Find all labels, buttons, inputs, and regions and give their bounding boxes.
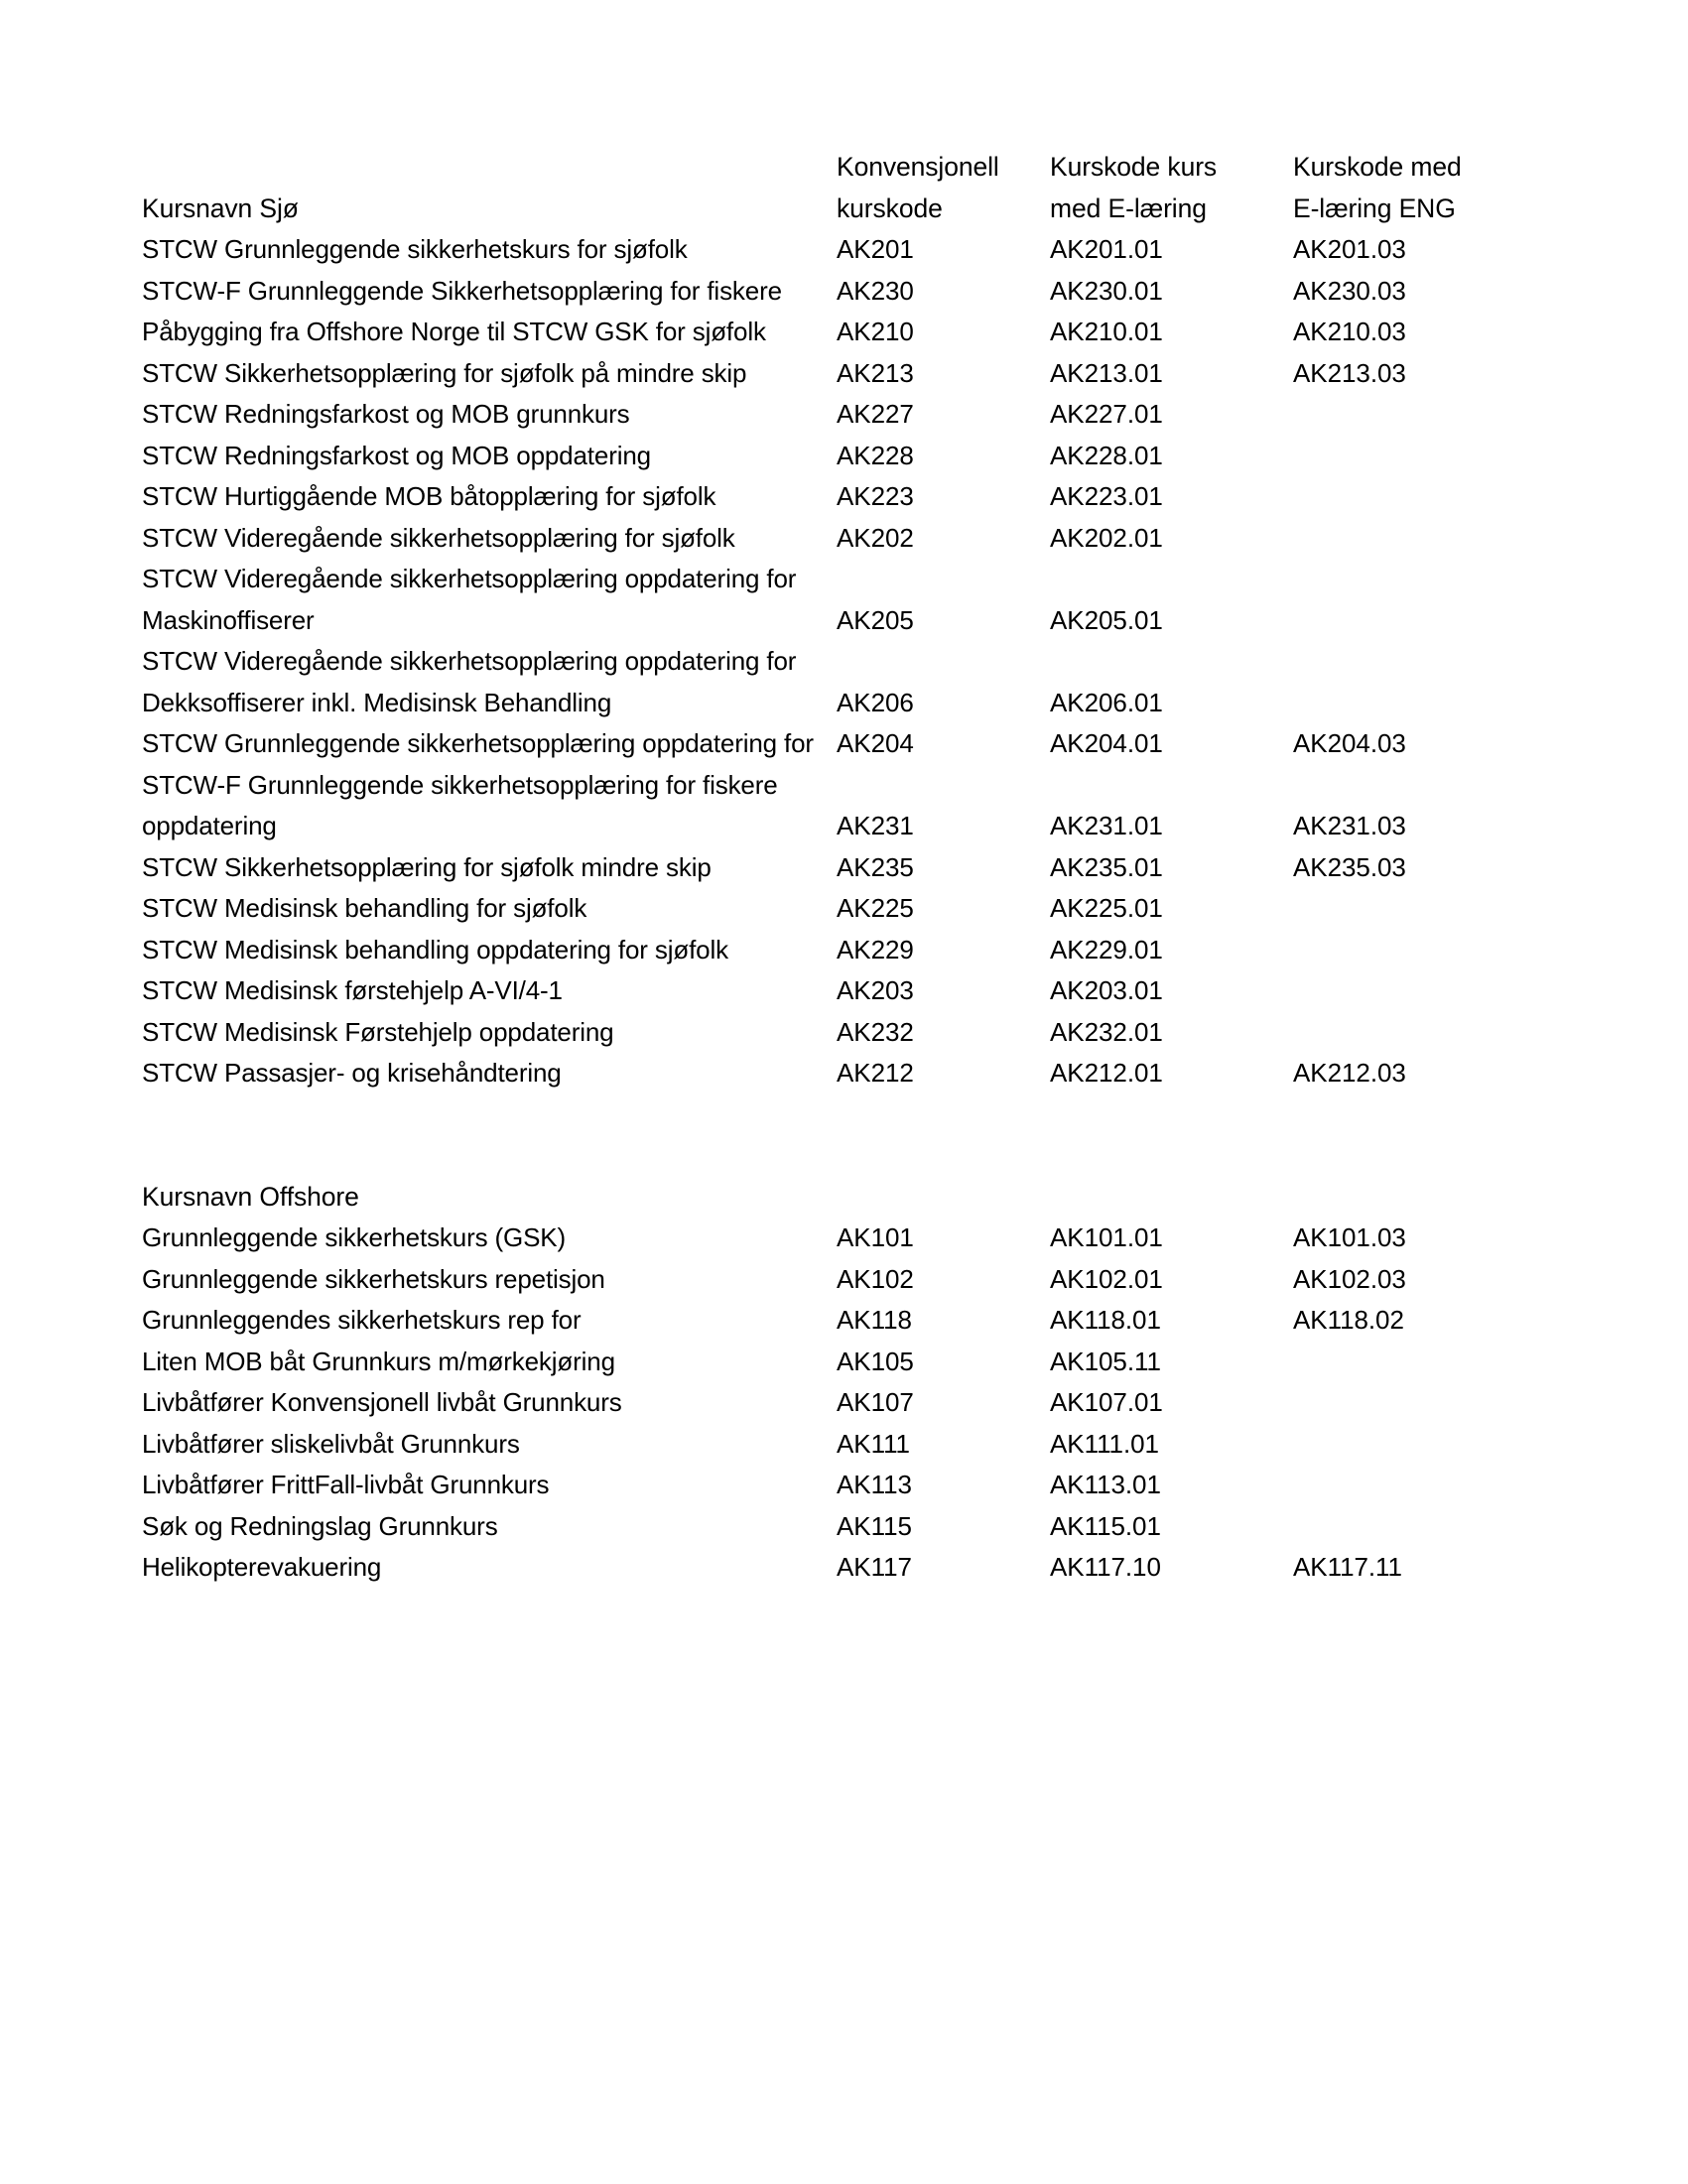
course-code-eng-cell bbox=[1293, 312, 1561, 353]
course-name-cell: STCW Videregående sikkerhetsopplæring for sjøfolk bbox=[142, 522, 735, 553]
course-code-eng-cell bbox=[1293, 394, 1561, 436]
course-code-elaering-cell bbox=[1050, 559, 1293, 641]
header-spacer bbox=[142, 147, 837, 189]
code-vertical-offset bbox=[1293, 765, 1561, 807]
course-code-value: AK213.03 bbox=[1293, 357, 1406, 388]
course-name-cell: Helikopterevakuering bbox=[142, 1552, 382, 1582]
course-code-value: AK201.03 bbox=[1293, 234, 1406, 264]
section-heading-empty bbox=[1293, 1177, 1561, 1219]
spacer-cell bbox=[837, 1094, 1050, 1136]
course-code-eng-cell bbox=[1293, 559, 1561, 641]
course-code-konvensjonell-cell bbox=[837, 1218, 1050, 1259]
course-code-value: AK206.01 bbox=[1050, 687, 1163, 717]
course-code-value: AK204.01 bbox=[1050, 728, 1163, 758]
course-code-value: AK235 bbox=[837, 851, 914, 882]
course-code-value: AK202.01 bbox=[1050, 522, 1163, 553]
table-row bbox=[142, 1506, 1561, 1548]
course-name-cell: STCW Videregående sikkerhetsopplæring oppdatering for Maskinoffiserer bbox=[142, 564, 797, 635]
column-header-konvensjonell-line2: kurskode bbox=[837, 193, 943, 223]
course-code-value: AK205.01 bbox=[1050, 604, 1163, 635]
course-code-value: AK231.03 bbox=[1293, 811, 1406, 840]
course-code-elaering-cell bbox=[1050, 1259, 1293, 1301]
spacer-cell bbox=[837, 1135, 1050, 1177]
table-row bbox=[142, 930, 1561, 971]
course-code-elaering-cell bbox=[1050, 641, 1293, 723]
course-code-eng-cell bbox=[1293, 229, 1561, 271]
spacer-cell bbox=[1293, 1135, 1561, 1177]
course-code-elaering-cell bbox=[1050, 518, 1293, 560]
course-code-elaering-cell bbox=[1050, 930, 1293, 971]
course-code-eng-cell bbox=[1293, 888, 1561, 930]
table-row bbox=[142, 559, 1561, 641]
course-code-elaering-cell bbox=[1050, 1012, 1293, 1054]
course-code-value: AK230 bbox=[837, 275, 914, 306]
table-row bbox=[142, 271, 1561, 313]
course-code-eng-cell bbox=[1293, 1424, 1561, 1466]
course-code-konvensjonell-cell bbox=[837, 641, 1050, 723]
course-code-konvensjonell-cell bbox=[837, 1547, 1050, 1589]
table-row bbox=[142, 476, 1561, 518]
course-code-value: AK235.01 bbox=[1050, 851, 1163, 882]
course-code-konvensjonell-cell bbox=[837, 1300, 1050, 1342]
section-offshore-heading bbox=[142, 1177, 1561, 1219]
table-row bbox=[142, 1012, 1561, 1054]
course-code-elaering-cell bbox=[1050, 394, 1293, 436]
course-code-value: AK230.01 bbox=[1050, 275, 1163, 306]
column-header-kurskode-elaering bbox=[1050, 147, 1293, 229]
course-code-konvensjonell-cell bbox=[837, 888, 1050, 930]
course-code-konvensjonell-cell bbox=[837, 1506, 1050, 1548]
column-header-konvensjonell-kurskode bbox=[837, 147, 1050, 229]
course-code-value: AK227 bbox=[837, 399, 914, 429]
code-vertical-offset bbox=[1050, 559, 1293, 600]
course-code-konvensjonell-cell bbox=[837, 723, 1050, 765]
table-row bbox=[142, 1053, 1561, 1094]
course-name-cell: Grunnleggendes sikkerhetskurs rep for bbox=[142, 1305, 582, 1335]
course-code-value: AK107.01 bbox=[1050, 1387, 1163, 1417]
course-code-value: AK101 bbox=[837, 1222, 914, 1252]
code-vertical-offset bbox=[1050, 765, 1293, 807]
course-code-konvensjonell-cell bbox=[837, 1259, 1050, 1301]
section-offshore-rows bbox=[142, 1218, 1561, 1589]
course-code-elaering-cell bbox=[1050, 436, 1293, 477]
course-code-value: AK117 bbox=[837, 1552, 912, 1582]
course-code-konvensjonell-cell bbox=[837, 1053, 1050, 1094]
course-code-value: AK203 bbox=[837, 975, 914, 1005]
course-code-value: AK210.03 bbox=[1293, 317, 1406, 346]
course-code-konvensjonell-cell bbox=[837, 271, 1050, 313]
course-code-value: AK115.01 bbox=[1050, 1510, 1161, 1541]
course-code-value: AK118.02 bbox=[1293, 1305, 1404, 1335]
course-name-cell: STCW Passasjer- og krisehåndtering bbox=[142, 1058, 562, 1088]
code-vertical-offset bbox=[837, 641, 1050, 683]
course-code-elaering-cell bbox=[1050, 1300, 1293, 1342]
course-code-elaering-cell bbox=[1050, 312, 1293, 353]
column-header-kurskode-elaering-eng bbox=[1293, 147, 1561, 229]
course-code-eng-cell bbox=[1293, 1259, 1561, 1301]
course-code-value: AK232 bbox=[837, 1016, 914, 1047]
course-code-konvensjonell-cell bbox=[837, 1382, 1050, 1424]
table-row bbox=[142, 1218, 1561, 1259]
course-code-value: AK204.03 bbox=[1293, 728, 1406, 758]
course-code-elaering-cell bbox=[1050, 1218, 1293, 1259]
course-code-value: AK227.01 bbox=[1050, 399, 1163, 429]
course-code-konvensjonell-cell bbox=[837, 518, 1050, 560]
course-code-value: AK228.01 bbox=[1050, 440, 1163, 470]
spacer-cell bbox=[1050, 1094, 1293, 1136]
table-row bbox=[142, 1300, 1561, 1342]
course-code-eng-cell bbox=[1293, 436, 1561, 477]
code-vertical-offset bbox=[837, 765, 1050, 807]
column-header-course-name-label: Kursnavn Sjø bbox=[142, 193, 299, 223]
course-name-cell: STCW Hurtiggående MOB båtopplæring for sjøfolk bbox=[142, 481, 716, 511]
course-code-value: AK117.10 bbox=[1050, 1552, 1161, 1582]
course-code-value: AK229 bbox=[837, 934, 914, 964]
course-code-value: AK113.01 bbox=[1050, 1470, 1161, 1499]
course-name-cell: STCW-F Grunnleggende sikkerhetsopplæring for fiskere oppdatering bbox=[142, 769, 778, 840]
table-row bbox=[142, 312, 1561, 353]
course-code-value: AK235.03 bbox=[1293, 851, 1406, 882]
spacer-cell bbox=[1050, 1135, 1293, 1177]
code-vertical-offset bbox=[1050, 641, 1293, 683]
course-code-value: AK213.01 bbox=[1050, 357, 1163, 388]
course-code-konvensjonell-cell bbox=[837, 312, 1050, 353]
table-row bbox=[142, 1465, 1561, 1506]
course-code-konvensjonell-cell bbox=[837, 765, 1050, 847]
spacer-cell bbox=[142, 1094, 837, 1136]
course-code-konvensjonell-cell bbox=[837, 930, 1050, 971]
course-code-eng-cell bbox=[1293, 723, 1561, 765]
table-row bbox=[142, 353, 1561, 395]
course-code-value: AK230.03 bbox=[1293, 275, 1406, 306]
course-code-value: AK228 bbox=[837, 440, 914, 470]
course-code-elaering-cell bbox=[1050, 970, 1293, 1012]
course-code-value: AK101.03 bbox=[1293, 1222, 1406, 1252]
table-header bbox=[142, 147, 1561, 229]
course-name-cell: Grunnleggende sikkerhetskurs (GSK) bbox=[142, 1222, 566, 1252]
course-code-value: AK102.01 bbox=[1050, 1263, 1163, 1294]
course-code-eng-cell bbox=[1293, 1218, 1561, 1259]
column-header-konvensjonell-line1: Konvensjonell bbox=[837, 152, 999, 182]
course-code-value: AK115 bbox=[837, 1510, 912, 1541]
column-header-elaering-line2: med E-læring bbox=[1050, 193, 1207, 223]
course-code-value: AK203.01 bbox=[1050, 975, 1163, 1005]
course-code-eng-cell bbox=[1293, 1342, 1561, 1383]
course-code-value: AK204 bbox=[837, 728, 914, 758]
course-code-elaering-cell bbox=[1050, 765, 1293, 847]
course-code-eng-cell bbox=[1293, 847, 1561, 889]
course-name-cell: Grunnleggende sikkerhetskurs repetisjon bbox=[142, 1263, 605, 1294]
course-code-value: AK225 bbox=[837, 893, 914, 923]
section-gap bbox=[142, 1094, 1561, 1177]
course-code-elaering-cell bbox=[1050, 229, 1293, 271]
course-name-cell: STCW-F Grunnleggende Sikkerhetsopplæring for fiskere bbox=[142, 275, 782, 306]
course-code-konvensjonell-cell bbox=[837, 436, 1050, 477]
column-header-course-name bbox=[142, 147, 837, 229]
course-code-elaering-cell bbox=[1050, 1547, 1293, 1589]
table-row bbox=[142, 1259, 1561, 1301]
course-code-value: AK201 bbox=[837, 234, 914, 264]
course-name-cell: STCW Sikkerhetsopplæring for sjøfolk mindre skip bbox=[142, 851, 712, 882]
table-row bbox=[142, 436, 1561, 477]
course-name-cell: STCW Medisinsk behandling oppdatering for sjøfolk bbox=[142, 934, 728, 964]
course-name-cell: STCW Grunnleggende sikkerhetsopplæring oppdatering for bbox=[142, 728, 814, 758]
section-heading-empty bbox=[1050, 1177, 1293, 1219]
course-code-eng-cell bbox=[1293, 1382, 1561, 1424]
table-row bbox=[142, 723, 1561, 765]
table-row bbox=[142, 641, 1561, 723]
course-code-value: AK231.01 bbox=[1050, 811, 1163, 840]
course-code-konvensjonell-cell bbox=[837, 1342, 1050, 1383]
course-code-konvensjonell-cell bbox=[837, 847, 1050, 889]
course-code-elaering-cell bbox=[1050, 888, 1293, 930]
course-name-cell: Livbåtfører Konvensjonell livbåt Grunnkurs bbox=[142, 1387, 622, 1417]
column-header-elaering-line1: Kurskode kurs bbox=[1050, 152, 1218, 182]
course-code-eng-cell bbox=[1293, 1012, 1561, 1054]
course-code-value: AK212 bbox=[837, 1058, 914, 1088]
course-code-value: AK202 bbox=[837, 522, 914, 553]
course-code-elaering-cell bbox=[1050, 1506, 1293, 1548]
table-row bbox=[142, 1382, 1561, 1424]
course-name-cell: STCW Medisinsk behandling for sjøfolk bbox=[142, 893, 587, 923]
course-code-elaering-cell bbox=[1050, 1465, 1293, 1506]
course-code-value: AK118 bbox=[837, 1305, 912, 1335]
course-code-value: AK201.01 bbox=[1050, 234, 1163, 264]
course-code-konvensjonell-cell bbox=[837, 353, 1050, 395]
course-code-value: AK212.03 bbox=[1293, 1058, 1406, 1088]
table-row bbox=[142, 765, 1561, 847]
table-row bbox=[142, 229, 1561, 271]
course-name-cell: Livbåtfører sliskelivbåt Grunnkurs bbox=[142, 1428, 520, 1459]
table-row bbox=[142, 847, 1561, 889]
course-code-eng-cell bbox=[1293, 1300, 1561, 1342]
course-code-elaering-cell bbox=[1050, 1342, 1293, 1383]
course-code-konvensjonell-cell bbox=[837, 229, 1050, 271]
course-code-value: AK231 bbox=[837, 811, 914, 840]
course-code-value: AK232.01 bbox=[1050, 1016, 1163, 1047]
course-table bbox=[142, 147, 1561, 1589]
course-code-eng-cell bbox=[1293, 353, 1561, 395]
course-code-value: AK111 bbox=[837, 1428, 910, 1459]
spacer-cell bbox=[142, 1135, 837, 1177]
course-code-value: AK205 bbox=[837, 604, 914, 635]
course-code-value: AK111.01 bbox=[1050, 1428, 1159, 1459]
course-name-cell: Livbåtfører FrittFall-livbåt Grunnkurs bbox=[142, 1470, 550, 1499]
course-code-eng-cell bbox=[1293, 518, 1561, 560]
course-code-elaering-cell bbox=[1050, 1424, 1293, 1466]
course-code-value: AK210.01 bbox=[1050, 317, 1163, 346]
course-code-elaering-cell bbox=[1050, 271, 1293, 313]
table-row bbox=[142, 888, 1561, 930]
course-code-eng-cell bbox=[1293, 1053, 1561, 1094]
course-code-elaering-cell bbox=[1050, 353, 1293, 395]
course-name-cell: STCW Medisinsk førstehjelp A-VI/4-1 bbox=[142, 975, 563, 1005]
course-code-value: AK118.01 bbox=[1050, 1305, 1161, 1335]
course-code-elaering-cell bbox=[1050, 1053, 1293, 1094]
course-code-value: AK213 bbox=[837, 357, 914, 388]
table-row bbox=[142, 518, 1561, 560]
course-code-elaering-cell bbox=[1050, 476, 1293, 518]
course-code-value: AK223.01 bbox=[1050, 481, 1163, 511]
course-code-elaering-cell bbox=[1050, 847, 1293, 889]
course-code-eng-cell bbox=[1293, 1506, 1561, 1548]
spacer-row bbox=[142, 1135, 1561, 1177]
course-name-cell: Påbygging fra Offshore Norge til STCW GSK for sjøfolk bbox=[142, 317, 766, 346]
course-code-value: AK107 bbox=[837, 1387, 914, 1417]
course-code-value: AK102.03 bbox=[1293, 1263, 1406, 1294]
course-name-cell: STCW Redningsfarkost og MOB grunnkurs bbox=[142, 399, 630, 429]
section-heading-empty bbox=[837, 1177, 1050, 1219]
course-code-value: AK101.01 bbox=[1050, 1222, 1163, 1252]
column-header-eng-line2: E-læring ENG bbox=[1293, 193, 1456, 223]
code-vertical-offset bbox=[1293, 641, 1561, 683]
course-code-value: AK225.01 bbox=[1050, 893, 1163, 923]
table-header-row bbox=[142, 147, 1561, 229]
course-code-eng-cell bbox=[1293, 641, 1561, 723]
course-code-sheet bbox=[142, 147, 1561, 1589]
course-name-cell: Liten MOB båt Grunnkurs m/mørkekjøring bbox=[142, 1346, 615, 1376]
course-code-eng-cell bbox=[1293, 765, 1561, 847]
table-row bbox=[142, 1342, 1561, 1383]
course-code-value: AK212.01 bbox=[1050, 1058, 1163, 1088]
course-name-cell: STCW Videregående sikkerhetsopplæring oppdatering for Dekksoffiserer inkl. Medisinsk Behandling bbox=[142, 646, 797, 717]
course-code-value: AK102 bbox=[837, 1263, 914, 1294]
course-code-konvensjonell-cell bbox=[837, 1012, 1050, 1054]
course-code-elaering-cell bbox=[1050, 723, 1293, 765]
table-row bbox=[142, 1547, 1561, 1589]
course-code-eng-cell bbox=[1293, 271, 1561, 313]
course-code-value: AK105.11 bbox=[1050, 1346, 1161, 1376]
section-heading-offshore: Kursnavn Offshore bbox=[142, 1181, 359, 1212]
course-code-eng-cell bbox=[1293, 970, 1561, 1012]
spacer-cell bbox=[1293, 1094, 1561, 1136]
column-header-eng-line1: Kurskode med bbox=[1293, 152, 1462, 182]
section-sjo-rows bbox=[142, 229, 1561, 1094]
course-name-cell: STCW Redningsfarkost og MOB oppdatering bbox=[142, 440, 651, 470]
course-name-cell: STCW Medisinsk Førstehjelp oppdatering bbox=[142, 1016, 614, 1047]
course-code-konvensjonell-cell bbox=[837, 476, 1050, 518]
table-row bbox=[142, 394, 1561, 436]
course-name-cell: STCW Grunnleggende sikkerhetskurs for sjøfolk bbox=[142, 234, 688, 264]
course-code-value: AK206 bbox=[837, 687, 914, 717]
course-code-eng-cell bbox=[1293, 476, 1561, 518]
course-code-eng-cell bbox=[1293, 1465, 1561, 1506]
table-row bbox=[142, 1424, 1561, 1466]
course-code-value: AK105 bbox=[837, 1346, 914, 1376]
course-code-eng-cell bbox=[1293, 930, 1561, 971]
course-code-konvensjonell-cell bbox=[837, 1424, 1050, 1466]
course-name-cell: STCW Sikkerhetsopplæring for sjøfolk på mindre skip bbox=[142, 357, 747, 388]
course-code-konvensjonell-cell bbox=[837, 559, 1050, 641]
course-code-value: AK113 bbox=[837, 1470, 912, 1499]
course-code-eng-cell bbox=[1293, 1547, 1561, 1589]
section-heading-row bbox=[142, 1177, 1561, 1219]
course-code-value: AK223 bbox=[837, 481, 914, 511]
course-code-konvensjonell-cell bbox=[837, 970, 1050, 1012]
course-code-konvensjonell-cell bbox=[837, 394, 1050, 436]
course-code-value: AK229.01 bbox=[1050, 934, 1163, 964]
code-vertical-offset bbox=[837, 559, 1050, 600]
course-code-value: AK210 bbox=[837, 317, 914, 346]
course-code-konvensjonell-cell bbox=[837, 1465, 1050, 1506]
course-name-cell: Søk og Redningslag Grunnkurs bbox=[142, 1510, 498, 1541]
spacer-row bbox=[142, 1094, 1561, 1136]
course-code-value: AK117.11 bbox=[1293, 1552, 1402, 1582]
table-row bbox=[142, 970, 1561, 1012]
code-vertical-offset bbox=[1293, 559, 1561, 600]
course-code-elaering-cell bbox=[1050, 1382, 1293, 1424]
